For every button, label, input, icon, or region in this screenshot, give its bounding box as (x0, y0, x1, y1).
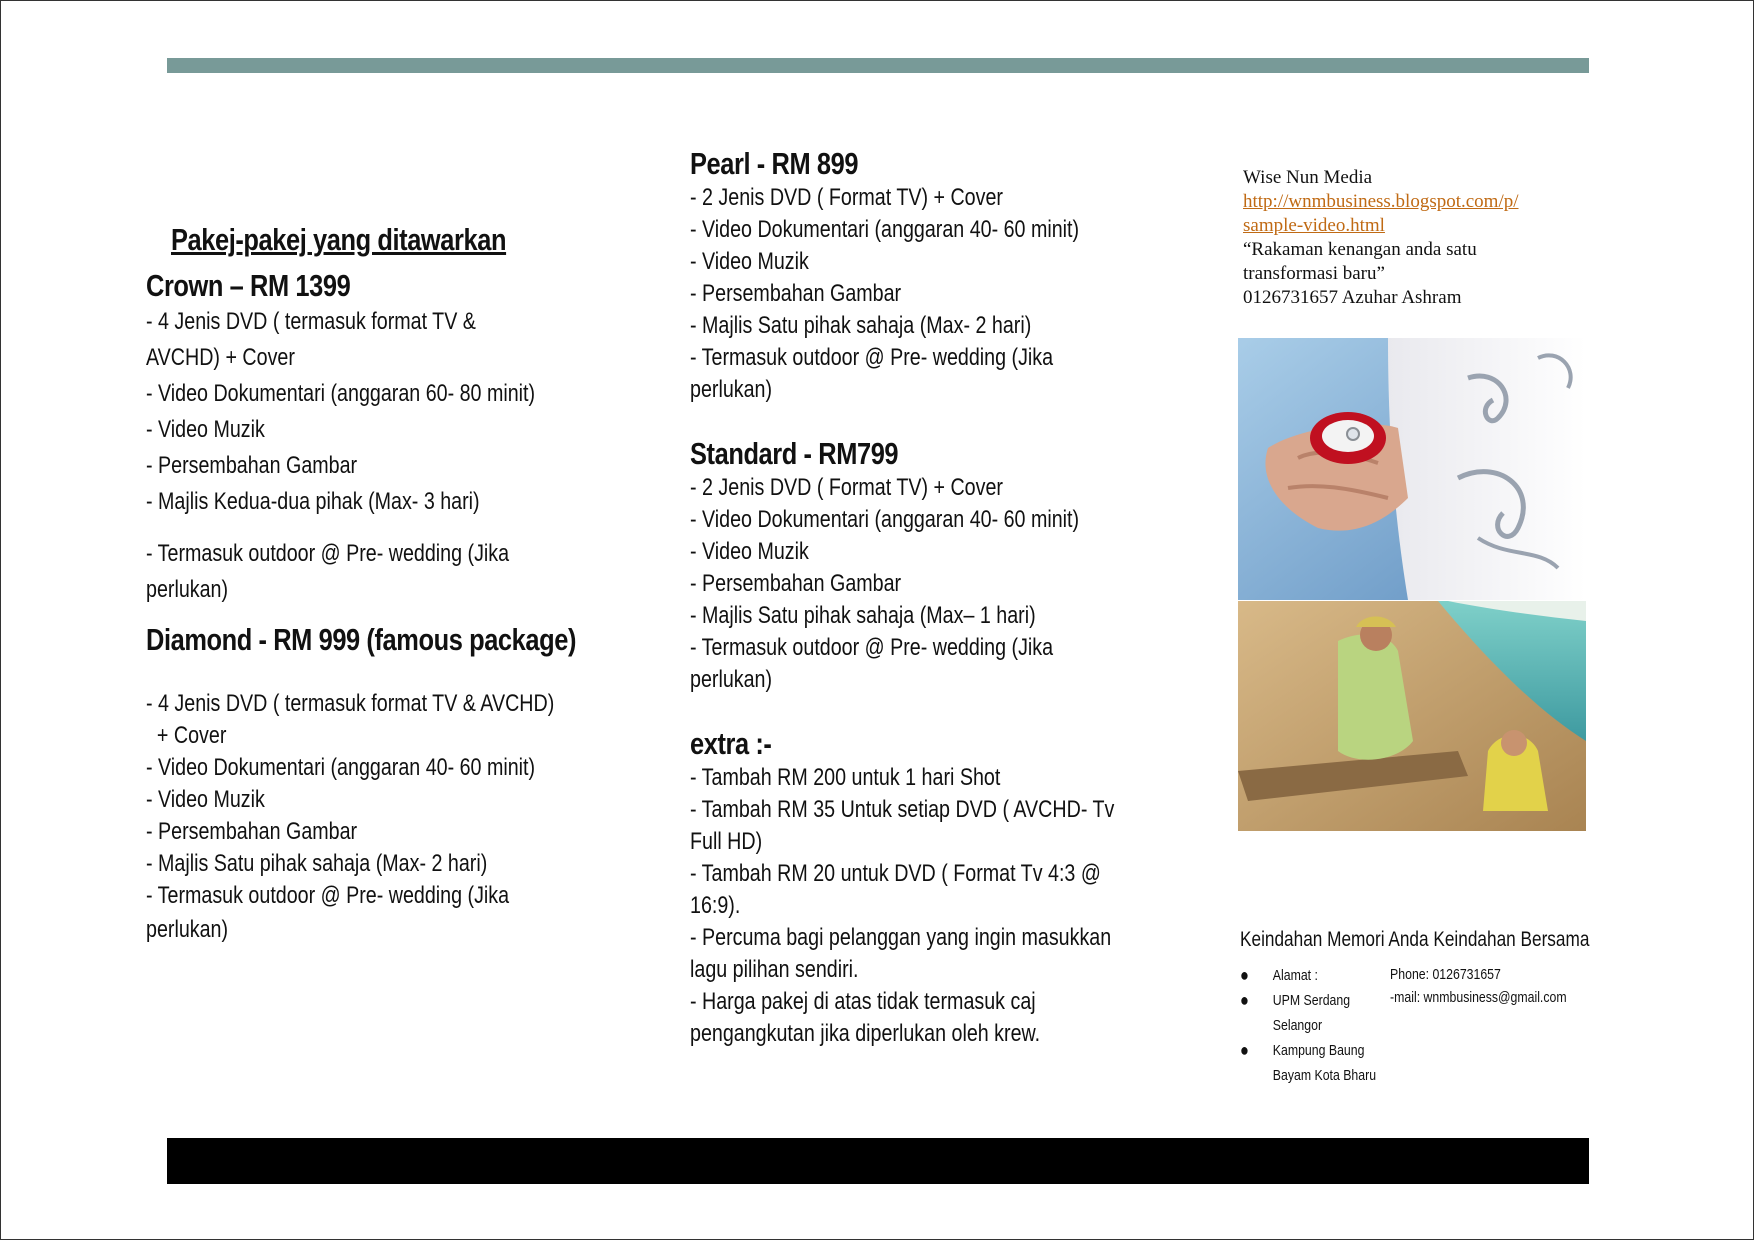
package-crown (146, 268, 605, 608)
photo-ring-box (1238, 338, 1586, 600)
package-item: - Harga pakej di atas tidak termasuk caj (690, 988, 1036, 1015)
address-line: ● UPM Serdang (1240, 988, 1404, 1013)
address-line: ● Alamat : (1240, 963, 1404, 988)
photo-couple-beach (1238, 601, 1586, 831)
package-item: AVCHD) + Cover (146, 344, 295, 371)
package-title: Crown – RM 1399 (146, 268, 351, 303)
package-item: - Persembahan Gambar (690, 570, 902, 597)
package-item: - 4 Jenis DVD ( termasuk format TV & AVCHD) (146, 690, 555, 717)
package-pearl (690, 146, 1080, 406)
package-extra (690, 726, 1115, 1050)
package-item: - Video Dokumentari (anggaran 60- 80 minit) (146, 380, 536, 407)
package-item: - Tambah RM 20 untuk DVD ( Format Tv 4:3 @ (690, 860, 1101, 887)
package-item: - Tambah RM 35 Untuk setiap DVD ( AVCHD- Tv (690, 796, 1115, 823)
package-item: perlukan) (146, 916, 229, 943)
package-item: - Majlis Kedua-dua pihak (Max- 3 hari) (146, 488, 480, 515)
package-item: - Termasuk outdoor @ Pre- wedding (Jika (690, 344, 1054, 371)
address-line: ● Kampung Baung (1240, 1038, 1404, 1063)
package-item: - Majlis Satu pihak sahaja (Max- 2 hari) (146, 850, 488, 877)
package-diamond (146, 622, 605, 948)
package-title: extra :- (690, 726, 772, 761)
top-bar (167, 58, 1589, 73)
package-item: - Video Dokumentari (anggaran 40- 60 minit) (690, 216, 1080, 243)
packages-heading: Pakej-pakej yang ditawarkan (171, 222, 507, 257)
bullet-icon: ● (1240, 990, 1249, 1010)
package-item: - Video Muzik (690, 538, 809, 565)
package-item: - Video Muzik (146, 416, 265, 443)
package-item: - Persembahan Gambar (146, 452, 358, 479)
sample-video-link-cont[interactable]: sample-video.html (1243, 215, 1385, 236)
address-list (1240, 963, 1404, 1088)
contact-name: 0126731657 Azuhar Ashram (1243, 287, 1462, 308)
package-item: - Video Dokumentari (anggaran 40- 60 minit) (146, 754, 536, 781)
company-name: Wise Nun Media (1243, 167, 1373, 188)
package-item: - Majlis Satu pihak sahaja (Max– 1 hari) (690, 602, 1036, 629)
tagline: Keindahan Memori Anda Keindahan Bersama (1240, 928, 1590, 951)
bullet-icon: ● (1240, 1040, 1249, 1060)
sample-video-link[interactable]: http://wnmbusiness.blogspot.com/p/ (1243, 191, 1519, 212)
package-item: Full HD) (690, 828, 763, 855)
bottom-bar (167, 1138, 1589, 1184)
package-item: - Termasuk outdoor @ Pre- wedding (Jika (146, 882, 510, 909)
slogan-line: transformasi baru” (1243, 263, 1385, 284)
phone-number: Phone: 0126731657 (1390, 966, 1501, 983)
column-middle (690, 146, 1115, 1050)
package-item: - Persembahan Gambar (690, 280, 902, 307)
bullet-icon: ● (1240, 965, 1249, 985)
package-item: - Tambah RM 200 untuk 1 hari Shot (690, 764, 1001, 791)
email-address: -mail: wnmbusiness@gmail.com (1390, 989, 1567, 1006)
package-item: - Termasuk outdoor @ Pre- wedding (Jika (146, 540, 510, 567)
package-item: - 2 Jenis DVD ( Format TV) + Cover (690, 474, 1003, 501)
package-standard (690, 436, 1080, 696)
package-item: perlukan) (690, 376, 773, 403)
package-item: - Video Muzik (146, 786, 265, 813)
package-item: perlukan) (146, 576, 229, 603)
package-item: pengangkutan jika diperlukan oleh krew. (690, 1020, 1041, 1047)
package-item: lagu pilihan sendiri. (690, 956, 859, 983)
package-item: - Percuma bagi pelanggan yang ingin masukkan (690, 924, 1112, 951)
package-title: Pearl - RM 899 (690, 146, 859, 181)
package-item: - Persembahan Gambar (146, 818, 358, 845)
package-item: - Termasuk outdoor @ Pre- wedding (Jika (690, 634, 1054, 661)
package-item: - Video Dokumentari (anggaran 40- 60 minit) (690, 506, 1080, 533)
package-item: + Cover (146, 722, 227, 749)
package-title: Standard - RM799 (690, 436, 899, 471)
package-item: - Video Muzik (690, 248, 809, 275)
package-item: - 4 Jenis DVD ( termasuk format TV & (146, 308, 476, 335)
package-item: - Majlis Satu pihak sahaja (Max- 2 hari) (690, 312, 1032, 339)
address-line: Bayam Kota Bharu (1272, 1067, 1377, 1084)
package-item: perlukan) (690, 666, 773, 693)
package-item: - 2 Jenis DVD ( Format TV) + Cover (690, 184, 1003, 211)
package-title: Diamond - RM 999 (famous package) (146, 622, 577, 657)
slogan-line: “Rakaman kenangan anda satu (1243, 239, 1477, 260)
phone-email (1390, 963, 1587, 1009)
address-line: Selangor (1272, 1017, 1323, 1034)
column-left (146, 268, 605, 948)
package-item: 16:9). (690, 892, 741, 919)
company-info (1243, 166, 1583, 310)
